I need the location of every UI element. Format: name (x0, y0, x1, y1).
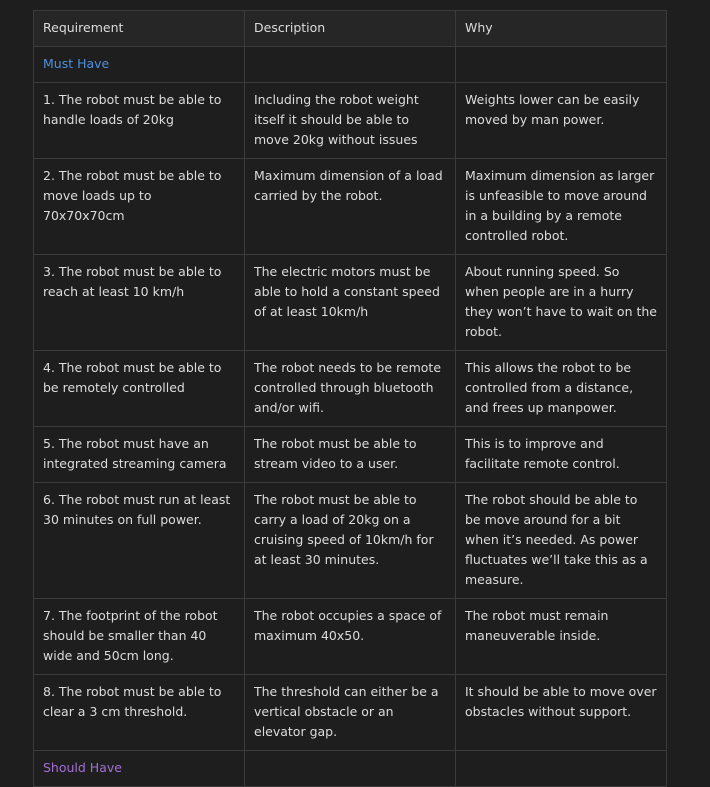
table-row (34, 255, 667, 351)
requirement-cell: 3. The robot must be able to reach at least 10 km/h (34, 255, 245, 351)
why-cell: Maximum dimension as larger is unfeasible to move around in a building by a remote controlled robot. (456, 159, 667, 255)
table-row (34, 83, 667, 159)
header-requirement: Requirement (34, 11, 245, 47)
requirements-table-container (33, 10, 667, 787)
description-cell: The robot needs to be remote controlled through bluetooth and/or wifi. (245, 351, 456, 427)
requirement-cell: 1. The robot must be able to handle loads of 20kg (34, 83, 245, 159)
why-cell: This is to improve and facilitate remote control. (456, 427, 667, 483)
description-cell: Maximum dimension of a load carried by the robot. (245, 159, 456, 255)
requirement-cell: 6. The robot must run at least 30 minutes on full power. (34, 483, 245, 599)
header-row (34, 11, 667, 47)
requirement-cell: 7. The footprint of the robot should be smaller than 40 wide and 50cm long. (34, 599, 245, 675)
section-label-should-have: Should Have (34, 751, 245, 787)
description-cell: The robot must be able to stream video to a user. (245, 427, 456, 483)
why-cell: The robot must remain maneuverable inside. (456, 599, 667, 675)
why-cell: This allows the robot to be controlled from a distance, and frees up manpower. (456, 351, 667, 427)
requirement-cell: 5. The robot must have an integrated streaming camera (34, 427, 245, 483)
section-row-must-have (34, 47, 667, 83)
table-row (34, 599, 667, 675)
description-cell: The electric motors must be able to hold a constant speed of at least 10km/h (245, 255, 456, 351)
description-cell: The threshold can either be a vertical obstacle or an elevator gap. (245, 675, 456, 751)
description-cell: The robot occupies a space of maximum 40x50. (245, 599, 456, 675)
requirement-cell: 4. The robot must be able to be remotely controlled (34, 351, 245, 427)
description-cell: Including the robot weight itself it should be able to move 20kg without issues (245, 83, 456, 159)
requirement-cell: 8. The robot must be able to clear a 3 cm threshold. (34, 675, 245, 751)
table-row (34, 159, 667, 255)
description-cell: The robot must be able to carry a load of 20kg on a cruising speed of 10km/h for at least 30 minutes. (245, 483, 456, 599)
header-why: Why (456, 11, 667, 47)
why-cell: About running speed. So when people are in a hurry they won’t have to wait on the robot. (456, 255, 667, 351)
requirements-table (33, 10, 667, 787)
table-row (34, 483, 667, 599)
table-row (34, 427, 667, 483)
table-row (34, 675, 667, 751)
header-description: Description (245, 11, 456, 47)
empty-cell (245, 47, 456, 83)
empty-cell (456, 47, 667, 83)
why-cell: It should be able to move over obstacles without support. (456, 675, 667, 751)
why-cell: The robot should be able to be move around for a bit when it’s needed. As power fluctuates we’ll take this as a measure. (456, 483, 667, 599)
table-row (34, 351, 667, 427)
requirement-cell: 2. The robot must be able to move loads up to 70x70x70cm (34, 159, 245, 255)
why-cell: Weights lower can be easily moved by man power. (456, 83, 667, 159)
section-label-must-have: Must Have (34, 47, 245, 83)
